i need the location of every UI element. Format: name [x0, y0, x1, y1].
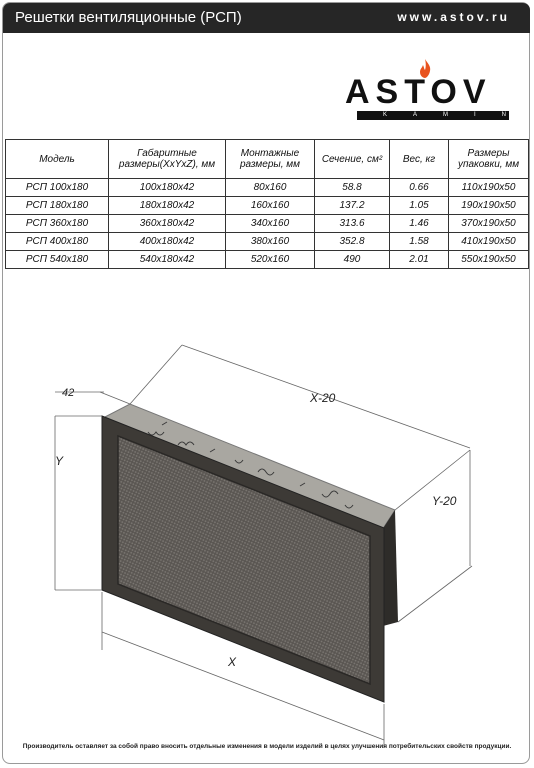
logo-brand-text: ASTOV [345, 73, 492, 111]
cell-package: 190x190x50 [449, 197, 529, 215]
header-package: Размеры упаковки, мм [449, 140, 529, 179]
cell-package: 370x190x50 [449, 215, 529, 233]
cell-model: РСП 400x180 [6, 233, 109, 251]
header-model: Модель [6, 140, 109, 179]
table-row [6, 233, 529, 251]
header-mounting: Монтажные размеры, мм [226, 140, 315, 179]
header-dimensions: Габаритные размеры(XxYxZ), мм [109, 140, 226, 179]
cell-section: 58.8 [315, 179, 390, 197]
cell-dimensions: 360x180x42 [109, 215, 226, 233]
dim-inner-height-label: Y-20 [432, 494, 457, 508]
cell-weight: 1.58 [390, 233, 449, 251]
dim-width-label: X [228, 655, 237, 669]
cell-mounting: 80x160 [226, 179, 315, 197]
cell-section: 490 [315, 251, 390, 269]
cell-weight: 1.05 [390, 197, 449, 215]
cell-dimensions: 180x180x42 [109, 197, 226, 215]
cell-dimensions: 540x180x42 [109, 251, 226, 269]
cell-dimensions: 100x180x42 [109, 179, 226, 197]
cell-model: РСП 180x180 [6, 197, 109, 215]
cell-model: РСП 100x180 [6, 179, 109, 197]
cell-section: 137.2 [315, 197, 390, 215]
cell-mounting: 380x160 [226, 233, 315, 251]
cell-mounting: 340x160 [226, 215, 315, 233]
dim-height-label: Y [55, 454, 64, 468]
grille-drawing [0, 320, 534, 740]
table-row [6, 251, 529, 269]
dim-depth-label: 42 [62, 387, 75, 399]
cell-package: 410x190x50 [449, 233, 529, 251]
logo-subtitle: KAMIN [357, 111, 509, 120]
cell-model: РСП 540x180 [6, 251, 109, 269]
header-bar [3, 3, 530, 33]
header-weight: Вес, кг [390, 140, 449, 179]
cell-weight: 2.01 [390, 251, 449, 269]
cell-model: РСП 360x180 [6, 215, 109, 233]
table-row [6, 197, 529, 215]
table-header-row [6, 140, 529, 179]
header-section: Сечение, см² [315, 140, 390, 179]
cell-weight: 1.46 [390, 215, 449, 233]
cell-section: 352.8 [315, 233, 390, 251]
dim-inner-width-label: X-20 [310, 391, 336, 405]
cell-package: 550x190x50 [449, 251, 529, 269]
specs-table [5, 139, 529, 269]
table-row [6, 215, 529, 233]
table-row [6, 179, 529, 197]
cell-weight: 0.66 [390, 179, 449, 197]
brand-logo [345, 58, 533, 122]
cell-mounting: 160x160 [226, 197, 315, 215]
footer-note: Производитель оставляет за собой право вносить отдельные изменения в модели изделий в целях улучшения потребительских свойств продукции. [22, 743, 512, 750]
cell-mounting: 520x160 [226, 251, 315, 269]
cell-section: 313.6 [315, 215, 390, 233]
website-link[interactable]: www.astov.ru [397, 10, 510, 24]
cell-dimensions: 400x180x42 [109, 233, 226, 251]
page-title: Решетки вентиляционные (РСП) [15, 9, 242, 26]
cell-package: 110x190x50 [449, 179, 529, 197]
